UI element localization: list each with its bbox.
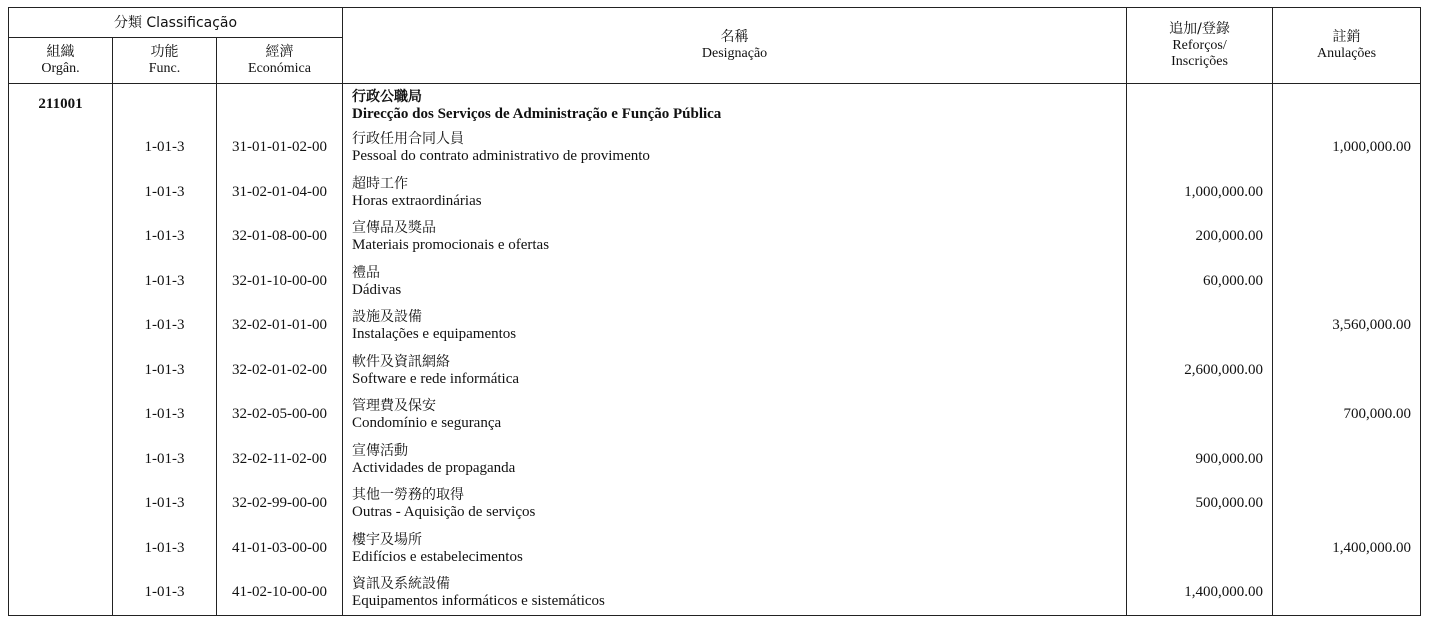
- func-code: 1-01-3: [113, 126, 217, 171]
- item-name-zh: 樓宇及場所: [352, 531, 423, 548]
- item-designation: [343, 304, 1127, 349]
- anulacao-value: [1273, 482, 1421, 527]
- organ-header-zh: 組織: [46, 44, 75, 60]
- eco-header-pt: Económica: [248, 61, 311, 76]
- func-code: 1-01-3: [113, 482, 217, 527]
- row-organ-empty: [9, 526, 113, 571]
- budget-rows: [9, 126, 1421, 616]
- organ-code: 211001: [9, 84, 113, 126]
- organ-name: [343, 84, 1127, 126]
- row-organ-empty: [9, 393, 113, 438]
- eco-code: 32-02-01-01-00: [217, 304, 343, 349]
- table-row: [9, 437, 1421, 482]
- reforco-value: [1127, 393, 1273, 438]
- table-row: [9, 348, 1421, 393]
- anulacao-value: [1273, 259, 1421, 304]
- func-code: 1-01-3: [113, 348, 217, 393]
- anulacao-value: 1,400,000.00: [1273, 526, 1421, 571]
- reforcos-header-zh: 追加/登錄: [1169, 21, 1230, 37]
- organ-ref-empty: [1127, 84, 1273, 126]
- item-name-zh: 軟件及資訊網絡: [352, 353, 451, 370]
- item-designation: [343, 259, 1127, 304]
- row-organ-empty: [9, 482, 113, 527]
- func-header-zh: 功能: [150, 44, 179, 60]
- item-name-pt: Horas extraordinárias: [352, 192, 482, 209]
- organ-anu-empty: [1273, 84, 1421, 126]
- item-name-pt: Outras - Aquisição de serviços: [352, 504, 536, 521]
- func-code: 1-01-3: [113, 259, 217, 304]
- anulacao-value: 3,560,000.00: [1273, 304, 1421, 349]
- organ-name-pt: Direcção dos Serviços de Administração e Função Pública: [352, 106, 722, 122]
- anulacao-value: 1,000,000.00: [1273, 126, 1421, 171]
- classification-label: 分類 Classificação: [113, 14, 238, 31]
- eco-code: 32-02-05-00-00: [217, 393, 343, 438]
- item-designation: [343, 482, 1127, 527]
- designation-header-pt: Designação: [701, 46, 768, 61]
- reforco-value: [1127, 526, 1273, 571]
- table-row: [9, 259, 1421, 304]
- row-organ-empty: [9, 571, 113, 616]
- anulacao-value: [1273, 437, 1421, 482]
- eco-code: 41-02-10-00-00: [217, 571, 343, 616]
- organ-header: [9, 38, 113, 84]
- table-row: [9, 304, 1421, 349]
- organ-func-empty: [113, 84, 217, 126]
- designation-header: [343, 8, 1127, 84]
- organ-name-zh: 行政公職局: [352, 89, 423, 105]
- eco-code: 32-02-01-02-00: [217, 348, 343, 393]
- budget-document: [8, 7, 1421, 615]
- item-designation: [343, 393, 1127, 438]
- eco-code: 32-02-99-00-00: [217, 482, 343, 527]
- anulacao-value: 700,000.00: [1273, 393, 1421, 438]
- item-designation: [343, 526, 1127, 571]
- organ-eco-empty: [217, 84, 343, 126]
- eco-code: 31-01-01-02-00: [217, 126, 343, 171]
- organ-header-pt: Orgân.: [41, 61, 80, 76]
- func-header-pt: Func.: [148, 61, 181, 76]
- item-name-pt: Equipamentos informáticos e sistemáticos: [352, 593, 605, 609]
- table-row: [9, 393, 1421, 438]
- eco-header: [217, 38, 343, 84]
- item-designation: [343, 437, 1127, 482]
- func-code: 1-01-3: [113, 304, 217, 349]
- table-row: [9, 215, 1421, 260]
- row-organ-empty: [9, 437, 113, 482]
- item-name-zh: 其他一勞務的取得: [352, 487, 465, 504]
- anulacao-value: [1273, 348, 1421, 393]
- item-designation: [343, 126, 1127, 171]
- anulacao-value: [1273, 571, 1421, 616]
- item-name-pt: Edifícios e estabelecimentos: [352, 548, 523, 565]
- reforco-value: 2,600,000.00: [1127, 348, 1273, 393]
- row-organ-empty: [9, 126, 113, 171]
- reforco-value: 1,000,000.00: [1127, 170, 1273, 215]
- anulacoes-header-zh: 註銷: [1332, 29, 1361, 45]
- anulacoes-header: [1273, 8, 1421, 84]
- func-code: 1-01-3: [113, 526, 217, 571]
- eco-header-zh: 經濟: [265, 44, 294, 60]
- reforco-value: 500,000.00: [1127, 482, 1273, 527]
- row-organ-empty: [9, 170, 113, 215]
- item-name-zh: 超時工作: [352, 175, 409, 192]
- reforco-value: 200,000.00: [1127, 215, 1273, 260]
- anulacoes-header-pt: Anulações: [1316, 46, 1377, 61]
- eco-code: 32-01-08-00-00: [217, 215, 343, 260]
- reforcos-header-pt2: Inscrições: [1171, 54, 1228, 69]
- row-organ-empty: [9, 348, 113, 393]
- item-name-zh: 禮品: [352, 264, 381, 281]
- reforco-value: 1,400,000.00: [1127, 571, 1273, 616]
- reforcos-header: [1127, 8, 1273, 84]
- item-name-pt: Pessoal do contrato administrativo de provimento: [352, 148, 650, 165]
- item-name-pt: Condomínio e segurança: [352, 415, 502, 432]
- item-designation: [343, 571, 1127, 616]
- eco-code: 32-02-11-02-00: [217, 437, 343, 482]
- organ-row: [9, 84, 1421, 126]
- table-row: [9, 526, 1421, 571]
- row-organ-empty: [9, 215, 113, 260]
- item-name-pt: Instalações e equipamentos: [352, 326, 517, 343]
- func-code: 1-01-3: [113, 393, 217, 438]
- func-code: 1-01-3: [113, 437, 217, 482]
- reforcos-header-pt1: Reforços/: [1172, 38, 1227, 53]
- reforco-value: [1127, 126, 1273, 171]
- item-name-zh: 宣傳品及獎品: [352, 220, 437, 237]
- eco-code: 41-01-03-00-00: [217, 526, 343, 571]
- anulacao-value: [1273, 215, 1421, 260]
- header-row-top: [9, 8, 1421, 38]
- designation-header-zh: 名稱: [720, 29, 749, 45]
- item-name-pt: Actividades de propaganda: [352, 459, 516, 476]
- item-name-pt: Materiais promocionais e ofertas: [352, 237, 550, 254]
- func-header: [113, 38, 217, 84]
- table-row: [9, 170, 1421, 215]
- eco-code: 32-01-10-00-00: [217, 259, 343, 304]
- func-code: 1-01-3: [113, 571, 217, 616]
- item-designation: [343, 348, 1127, 393]
- reforco-value: [1127, 304, 1273, 349]
- classification-header: [9, 8, 343, 38]
- item-name-zh: 設施及設備: [352, 309, 423, 326]
- item-name-zh: 行政任用合同人員: [352, 131, 465, 148]
- reforco-value: 60,000.00: [1127, 259, 1273, 304]
- table-row: [9, 482, 1421, 527]
- item-name-zh: 宣傳活動: [352, 442, 409, 459]
- item-designation: [343, 215, 1127, 260]
- table-row: [9, 126, 1421, 171]
- row-organ-empty: [9, 259, 113, 304]
- item-name-zh: 資訊及系統設備: [352, 576, 451, 592]
- reforco-value: 900,000.00: [1127, 437, 1273, 482]
- item-designation: [343, 170, 1127, 215]
- func-code: 1-01-3: [113, 170, 217, 215]
- func-code: 1-01-3: [113, 215, 217, 260]
- item-name-zh: 管理費及保安: [352, 398, 437, 415]
- budget-table: [8, 7, 1421, 616]
- anulacao-value: [1273, 170, 1421, 215]
- eco-code: 31-02-01-04-00: [217, 170, 343, 215]
- table-row: [9, 571, 1421, 616]
- item-name-pt: Software e rede informática: [352, 370, 520, 387]
- row-organ-empty: [9, 304, 113, 349]
- item-name-pt: Dádivas: [352, 281, 402, 298]
